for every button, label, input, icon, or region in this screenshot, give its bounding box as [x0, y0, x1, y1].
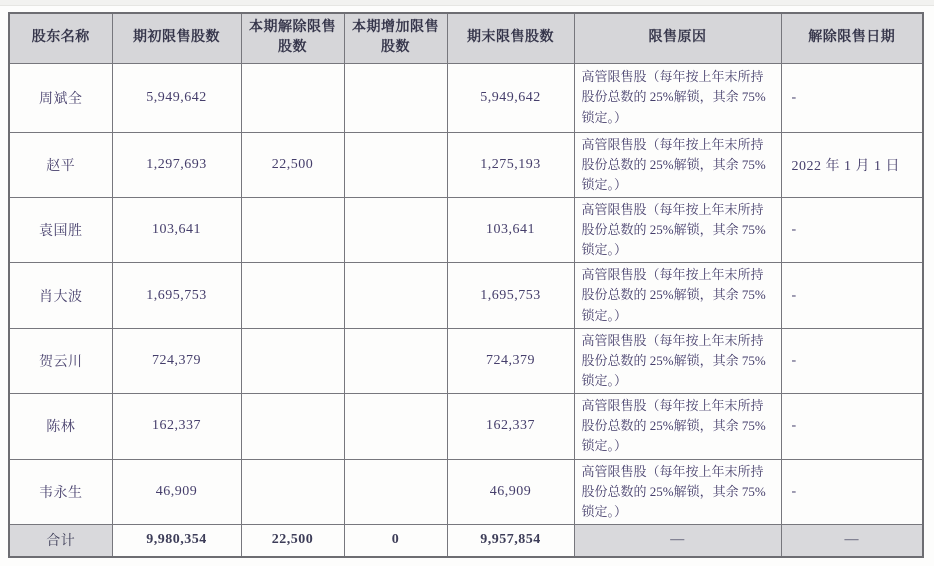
- released-shares: [241, 394, 344, 459]
- released-shares: [241, 328, 344, 393]
- end-shares: 162,337: [447, 394, 574, 459]
- added-shares: [344, 63, 447, 132]
- page-top-margin: [0, 0, 934, 6]
- released-shares: [241, 263, 344, 328]
- shareholder-name: 周斌全: [9, 63, 112, 132]
- total-released-shares: 22,500: [241, 525, 344, 557]
- restriction-reason: 高管限售股（每年按上年末所持股份总数的 25%解锁，其余 75%锁定。）: [574, 263, 781, 328]
- end-shares: 5,949,642: [447, 63, 574, 132]
- begin-shares: 46,909: [112, 459, 241, 524]
- header-added-this-period: 本期增加限售股数: [344, 13, 447, 63]
- begin-shares: 1,695,753: [112, 263, 241, 328]
- header-end-restricted: 期末限售股数: [447, 13, 574, 63]
- release-date: -: [781, 459, 923, 524]
- table-row: [9, 394, 923, 459]
- released-shares: 22,500: [241, 132, 344, 197]
- table-row: [9, 197, 923, 262]
- begin-shares: 5,949,642: [112, 63, 241, 132]
- release-date: -: [781, 263, 923, 328]
- end-shares: 103,641: [447, 197, 574, 262]
- header-released-this-period: 本期解除限售股数: [241, 13, 344, 63]
- added-shares: [344, 459, 447, 524]
- end-shares: 1,695,753: [447, 263, 574, 328]
- shareholder-name: 肖大波: [9, 263, 112, 328]
- shareholder-name: 陈林: [9, 394, 112, 459]
- added-shares: [344, 394, 447, 459]
- total-begin-shares: 9,980,354: [112, 525, 241, 557]
- end-shares: 724,379: [447, 328, 574, 393]
- end-shares: 46,909: [447, 459, 574, 524]
- release-date: -: [781, 394, 923, 459]
- total-label: 合计: [9, 525, 112, 557]
- added-shares: [344, 197, 447, 262]
- table-total-row: [9, 525, 923, 557]
- shareholder-name: 袁国胜: [9, 197, 112, 262]
- shareholder-name: 赵平: [9, 132, 112, 197]
- released-shares: [241, 197, 344, 262]
- added-shares: [344, 328, 447, 393]
- table-row: [9, 328, 923, 393]
- release-date: 2022 年 1 月 1 日: [781, 132, 923, 197]
- table-header-row: [9, 13, 923, 63]
- restriction-reason: 高管限售股（每年按上年末所持股份总数的 25%解锁，其余 75%锁定。）: [574, 328, 781, 393]
- restriction-reason: 高管限售股（每年按上年末所持股份总数的 25%解锁，其余 75%锁定。）: [574, 197, 781, 262]
- release-date: -: [781, 328, 923, 393]
- total-reason-dash: —: [574, 525, 781, 557]
- header-shareholder-name: 股东名称: [9, 13, 112, 63]
- total-added-shares: 0: [344, 525, 447, 557]
- released-shares: [241, 63, 344, 132]
- shareholder-name: 韦永生: [9, 459, 112, 524]
- begin-shares: 724,379: [112, 328, 241, 393]
- released-shares: [241, 459, 344, 524]
- header-begin-restricted: 期初限售股数: [112, 13, 241, 63]
- total-date-dash: —: [781, 525, 923, 557]
- total-end-shares: 9,957,854: [447, 525, 574, 557]
- header-restriction-reason: 限售原因: [574, 13, 781, 63]
- added-shares: [344, 263, 447, 328]
- begin-shares: 1,297,693: [112, 132, 241, 197]
- begin-shares: 103,641: [112, 197, 241, 262]
- table-row: [9, 63, 923, 132]
- shareholder-name: 贺云川: [9, 328, 112, 393]
- restriction-reason: 高管限售股（每年按上年末所持股份总数的 25%解锁，其余 75%锁定。）: [574, 132, 781, 197]
- restriction-reason: 高管限售股（每年按上年末所持股份总数的 25%解锁，其余 75%锁定。）: [574, 394, 781, 459]
- restricted-shares-table: [8, 12, 924, 558]
- added-shares: [344, 132, 447, 197]
- begin-shares: 162,337: [112, 394, 241, 459]
- restriction-reason: 高管限售股（每年按上年末所持股份总数的 25%解锁，其余 75%锁定。）: [574, 459, 781, 524]
- table-row: [9, 459, 923, 524]
- release-date: -: [781, 197, 923, 262]
- restriction-reason: 高管限售股（每年按上年末所持股份总数的 25%解锁，其余 75%锁定。）: [574, 63, 781, 132]
- table-row: [9, 263, 923, 328]
- release-date: -: [781, 63, 923, 132]
- header-release-date: 解除限售日期: [781, 13, 923, 63]
- table-row: [9, 132, 923, 197]
- end-shares: 1,275,193: [447, 132, 574, 197]
